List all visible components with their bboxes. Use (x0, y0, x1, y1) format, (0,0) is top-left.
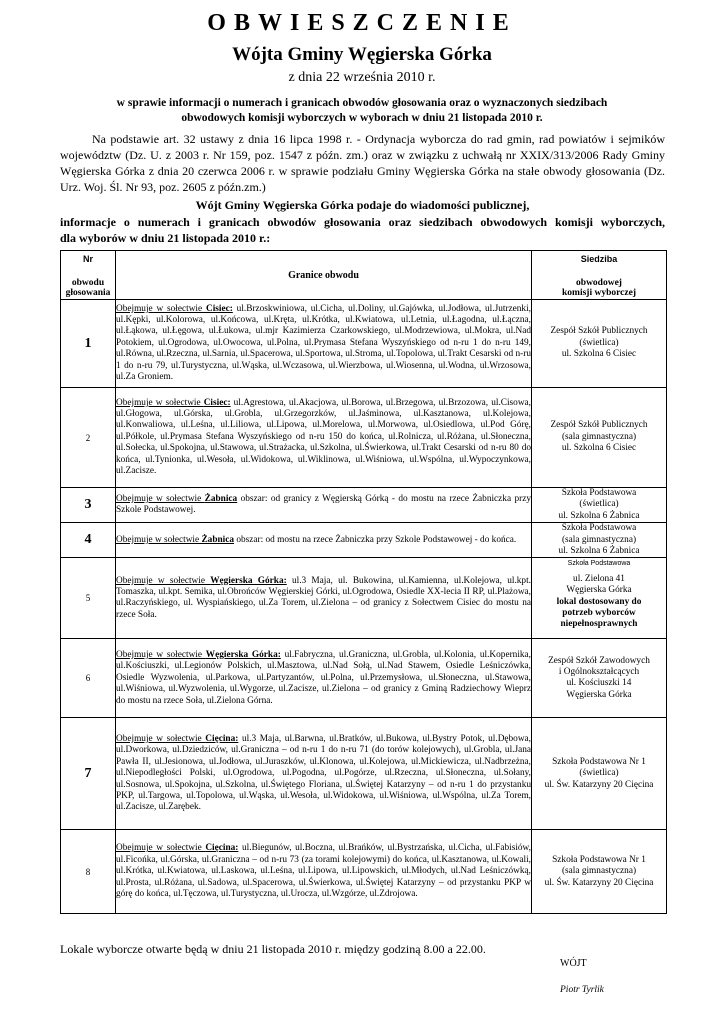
document-date: z dnia 22 września 2010 r. (288, 70, 436, 85)
header-commission-label (532, 268, 667, 300)
announcement-line-1: Wójt Gminy Węgierska Górka podaje do wiadomości publicznej, (195, 198, 530, 212)
polling-hours: Lokale wyborcze otwarte będą w dniu 21 listopada 2010 r. między godziną 8.00 a 22.00. (60, 942, 486, 956)
district-number: 2 (61, 388, 116, 488)
district-number: 4 (61, 523, 116, 558)
header-district-commission-word: obwodowej (576, 278, 622, 288)
district-boundaries: Obejmuje w sołectwie Żabnica obszar: od mostu na rzece Żabniczka przy Szkole Podstawowej - do końca. (116, 523, 532, 558)
table-row (61, 523, 667, 558)
header-nr: Nr (61, 251, 116, 268)
header-district-label (61, 268, 116, 300)
mayor-signature: Piotr Tyrlik (560, 985, 604, 995)
table-header-top (61, 251, 667, 268)
district-boundaries: Obejmuje w sołectwie Cięcina: ul.3 Maja, ul.Barwna, ul.Bratków, ul.Bukowa, ul.Bystry Potok, ul.Dębowa, ul.Dworkowa, ul.Dziedziców, ul.Graniczna – od n-ru 1 do n-ru 71 (do torów kolejowych), ul.Grobla, ul.Jana Pawła II, ul.Jesionowa, ul.Jodłowa, ul.Juraszków, ul.Klonowa, ul.Kolejowa, ul.Mickiewicza, ul.Nadbrzeżna, ul.Niepodległości Polski, ul.Ogrodowa, ul.Pogodna, ul.Pogórze, ul.Rzeczna, ul.Słoneczna, ul.Sołany, ul.Sosnowa, ul.Spokojna, ul.Szkolna, ul.Świętego Floriana, ul.Świętej Katarzyny – od n-ru 1 do przystanku PKP, ul.Targowa, ul.Topolowa, ul.Wąska, ul.Wesoła, ul.Widokowa, ul.Wiśniowa, ul.Wspólna, ul.Za Torem, ul.Zacisze, ul.Zarębek. (116, 718, 532, 830)
subject-line-1: w sprawie informacji o numerach i granicach obwodów głosowania oraz o wyznaczonych siedzibach (116, 97, 608, 109)
district-number: 3 (61, 488, 116, 523)
header-boundaries: Granice obwodu (116, 251, 532, 300)
district-boundaries: Obejmuje w sołectwie Cisiec: ul.Agrestowa, ul.Akacjowa, ul.Borowa, ul.Brzegowa, ul.Brzozowa, ul.Cisowa, ul.Głogowa, ul.Górska, ul.Grobla, ul.Grzegorzków, ul.Jaśminowa, ul.Kasztanowa, ul.Kolejowa, ul.Konwaliowa, ul.Leśna, ul.Liliowa, ul.Lipowa, ul.Morelowa, ul.Morwowa, ul.Osiedlowa, ul.Pod Górę, ul.Półkole, ul.Prymasa Stefana Wyszyńskiego od n-ru 150 do końca, ul.Rolnicza, ul.Różana, ul.Słoneczna, ul.Sołecka, ul.Spokojna, ul.Stawowa, ul.Strażacka, ul.Szkolna, ul.Świerkowa, ul.Trakt Cesarski od n-ru 80 do końca, ul.Tynionka, ul.Wesoła, ul.Widokowa, ul.Wiklinowa, ul.Wiśniowa, ul.Wspólna, ul.Wypoczynkowa, ul.Zacisze. (116, 388, 532, 488)
document-subtitle: Wójta Gminy Węgierska Górka (232, 44, 492, 65)
district-number: 1 (61, 300, 116, 388)
announcement-line-2: informacje o numerach i granicach obwodów głosowania oraz siedzibach obwodowych komisji wyborczych, (60, 215, 665, 229)
header-voting-word: głosowania (65, 288, 111, 298)
district-seat: Zespół Szkół Zawodowych i Ogólnokształcących ul. Kościuszki 14 Węgierska Górka (532, 639, 667, 718)
seat-school-label: Szkoła Podstawowa (567, 560, 631, 568)
district-seat: Szkoła Podstawowa Nr 1 (świetlica) ul. Św. Katarzyny 20 Cięcina (532, 718, 667, 830)
district-seat: Szkoła Podstawowa (sala gimnastyczna) ul. Szkolna 6 Żabnica (532, 523, 667, 558)
district-seat: Szkoła Podstawowa (świetlica) ul. Szkolna 6 Żabnica (532, 488, 667, 523)
table-row (61, 718, 667, 830)
districts-table (60, 250, 667, 914)
district-seat: Szkoła Podstawowa Nr 1 (sala gimnastyczna) ul. Św. Katarzyny 20 Cięcina (532, 830, 667, 914)
district-seat: Zespół Szkół Publicznych (sala gimnastyczna) ul. Szkolna 6 Cisiec (532, 388, 667, 488)
table-row (61, 639, 667, 718)
table-row (61, 830, 667, 914)
district-number: 8 (61, 830, 116, 914)
legal-basis-paragraph: Na podstawie art. 32 ustawy z dnia 16 lipca 1998 r. - Ordynacja wyborcza do rad gmin, rad powiatów i sejmików województw (Dz. U. z 2003 r. Nr 159, poz. 1547 z późn. zm.) oraz w związku z uchwałą nr XXIX/313/2006 Rady Gminy Węgierska Górka z dnia 20 czerwca 2006 r. w sprawie podziału Gminy Węgierska Górka na stałe obwody głosowania (Dz. Urz. Woj. Śl. Nr 93, poz. 2605 z późn.zm.) (60, 132, 665, 194)
table-row (61, 300, 667, 388)
document-title: OBWIESZCZENIE (207, 10, 517, 36)
district-seat: Zespół Szkół Publicznych (świetlica) ul. Szkolna 6 Cisiec (532, 300, 667, 388)
district-number: 7 (61, 718, 116, 830)
district-boundaries: Obejmuje w sołectwie Cięcina: ul.Biegunów, ul.Boczna, ul.Brańków, ul.Bystrzańska, ul.Cicha, ul.Fabisiów, ul.Ficońka, ul.Górska, ul.Graniczna – od n-ru 73 (za torami kolejowymi) do końca, ul.Kasztanowa, ul.Kowali, ul.Krótka, ul.Kwiatowa, ul.Laskowa, ul.Leśna, ul.Lipowa, ul.Lipowskich, ul.Młodych, ul.Nad Leśniczówką, ul.Prosta, ul.Różana, ul.Sadowa, ul.Spacerowa, ul.Świerkowa, ul.Świętej Katarzyny – od przystanku PKP w górę do końca, ul.Tęczowa, ul.Turystyczna, ul.Urocza, ul.Wzgórze, ul.Zdrojowa. (116, 830, 532, 914)
announcement-line-3: dla wyborów w dniu 21 listopada 2010 r.: (60, 231, 271, 245)
district-number: 6 (61, 639, 116, 718)
header-district-word: obwodu (71, 278, 105, 288)
district-boundaries: Obejmuje w sołectwie Węgierska Górka: ul.Fabryczna, ul.Graniczna, ul.Grobla, ul.Kolonia, ul.Kopernika, ul.Kościuszki, ul.Legionów Polskich, ul.Masztowa, ul.Nad Sołą, ul.Nad Stawem, Osiedle Leśniczówka, Osiedle Wyzwolenia, ul.Parkowa, ul.Partyzantów, ul.Polna, ul.Przemysłowa, ul.Słoneczna, ul.Stawowa, ul.Wiśniowa, ul.Wyzwolenia, ul.Wygorze, ul.Zacisze, ul.Zielona – od granicy z Gminą Radziechowy Wieprz do mostu na rzece Soła, ul.Zielona Górna. (116, 639, 532, 718)
district-boundaries: Obejmuje w sołectwie Węgierska Górka: ul.3 Maja, ul. Bukowina, ul.Kamienna, ul.Kolejowa, ul.kpt. Tomaszka, ul.kpt. Semika, ul.Obrońców Węgierskiej Górki, ul.Ogrodowa, Osiedle XX-lecia II RP, ul.Plażowa, ul.Raczyńskiego, ul. Wyspiańskiego, ul.Za Torem, ul.Zielona – od granicy z Sołectwem Cisiec do mostu na rzece Soła. (116, 558, 532, 639)
table-row (61, 488, 667, 523)
subject-line-2: obwodowych komisji wyborczych w wyborach w dniu 21 listopada 2010 r. (181, 112, 543, 124)
table-row (61, 388, 667, 488)
header-seat: Siedziba (532, 251, 667, 268)
table-row (61, 558, 667, 639)
mayor-title: WÓJT (560, 958, 587, 969)
document-subject (70, 96, 654, 126)
district-number: 5 (61, 558, 116, 639)
district-boundaries: Obejmuje w sołectwie Żabnica obszar: od granicy z Węgierską Górką - do mostu na rzece Żabniczka przy Szkole Podstawowej. (116, 488, 532, 523)
header-election-commission-word: komisji wyborczej (562, 288, 636, 298)
district-boundaries: Obejmuje w sołectwie Cisiec: ul.Brzoskwiniowa, ul.Cicha, ul.Doliny, ul.Gajówka, ul.Jodłowa, ul.Jutrzenki, ul.Kępki, ul.Kolorowa, ul.Końcowa, ul.Kręta, ul.Krótka, ul.Kwiatowa, ul.Letnia, ul.Łagodna, ul.Łączna, ul.Łąkowa, ul.Łęgowa, ul.Łukowa, ul.mjr Kazimierza Czarkowskiego, ul.Modrzewiowa, ul.Mokra, ul.Nad Potokiem, ul.Ogrodowa, ul.Owocowa, ul.Polna, ul.Prymasa Stefana Wyszyńskiego od n-ru 1 do n-ru 149, ul.Równa, ul.Rzeczna, ul.Sarnia, ul.Spacerowa, ul.Sportowa, ul.Stroma, ul.Topolowa, ul.Trakt Cesarski od n-ru 1 do n-ru 79, ul.Turystyczna, ul.Wąska, ul.Wczasowa, ul.Wierzbowa, ul.Wiosenna, ul.Wodna, ul.Wrzosowa, ul.Za Groniem. (116, 300, 532, 388)
district-seat: Szkoła Podstawowa ul. Zielona 41 Węgierska Górka lokal dostosowany do potrzeb wyborców niepełnosprawnych (532, 558, 667, 639)
